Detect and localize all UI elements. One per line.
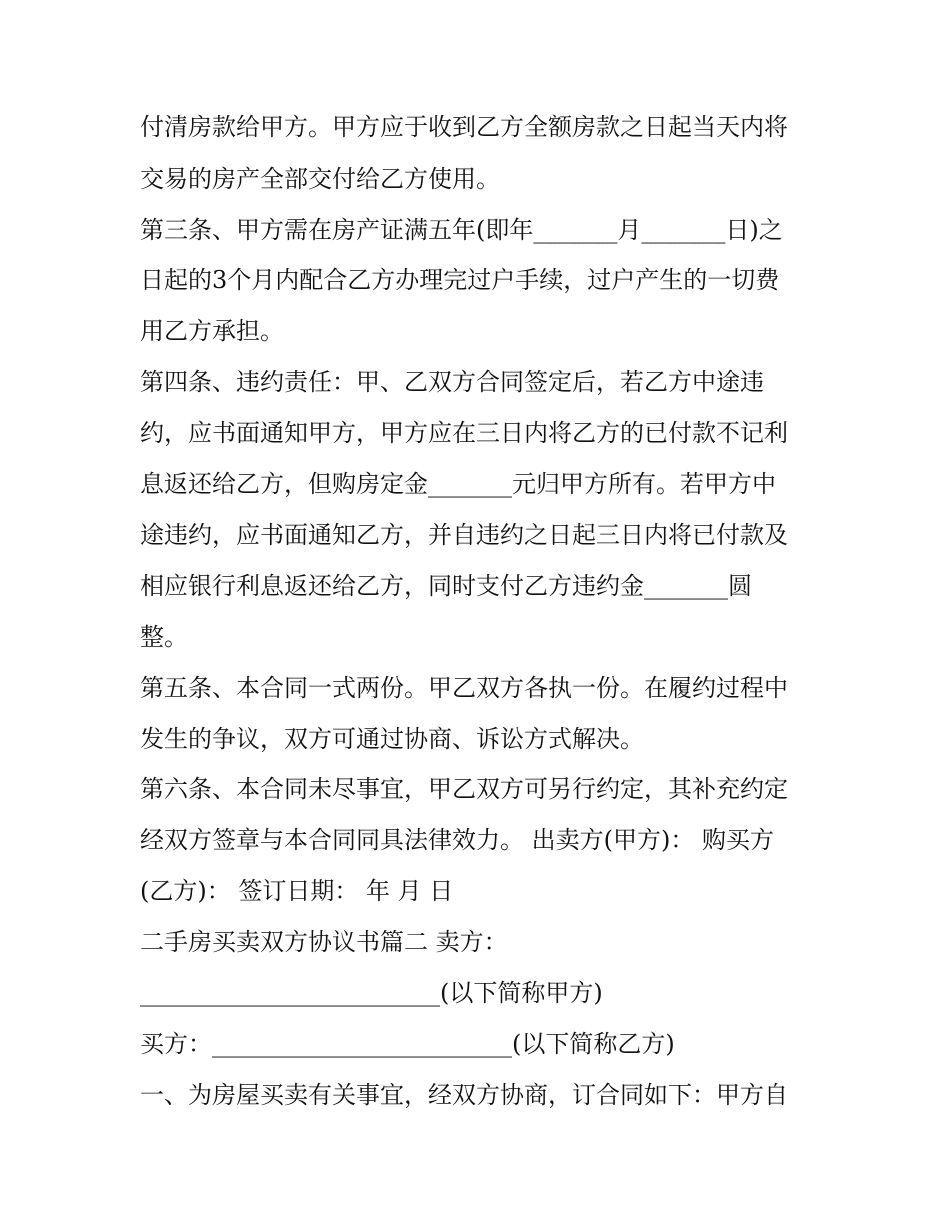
- text-line: 一、为房屋买卖有关事宜，经双方协商，订合同如下：甲方自: [140, 1081, 788, 1109]
- text-line: 第六条、本合同未尽事宜，甲乙双方可另行约定，其补充约定: [140, 775, 788, 803]
- text-line: 整。: [140, 623, 188, 651]
- section-heading: 二手房买卖双方协议书篇二 卖方：: [140, 928, 508, 956]
- text-line: 第四条、违约责任：甲、乙双方合同签定后，若乙方中途违: [140, 368, 764, 396]
- text-line: 途违约，应书面通知乙方，并自违约之日起三日内将已付款及: [140, 521, 788, 549]
- text-line: 买方：_________________________(以下简称乙方): [140, 1030, 675, 1058]
- text-line: 日起的3个月内配合乙方办理完过户手续，过户产生的一切费: [140, 266, 780, 294]
- text-line: 息返还给乙方，但购房定金_______元归甲方所有。若甲方中: [140, 470, 776, 498]
- text-line: (乙方)： 签订日期： 年 月 日: [140, 877, 454, 905]
- text-line: 约，应书面通知甲方，甲方应在三日内将乙方的已付款不记利: [140, 419, 788, 447]
- text-line: 付清房款给甲方。甲方应于收到乙方全额房款之日起当天内将: [140, 113, 788, 141]
- text-line: 第五条、本合同一式两份。甲乙双方各执一份。在履约过程中: [140, 674, 788, 702]
- text-line: 用乙方承担。: [140, 317, 284, 345]
- text-line: 经双方签章与本合同同具法律效力。 出卖方(甲方)： 购买方: [140, 826, 774, 854]
- text-line: 交易的房产全部交付给乙方使用。: [140, 165, 500, 193]
- text-line: 相应银行利息返还给乙方，同时支付乙方违约金_______圆: [140, 572, 752, 600]
- text-line: 发生的争议，双方可通过协商、诉讼方式解决。: [140, 725, 644, 753]
- text-line: 第三条、甲方需在房产证满五年(即年_______月_______日)之: [140, 216, 783, 244]
- text-line: _________________________(以下简称甲方): [140, 979, 603, 1007]
